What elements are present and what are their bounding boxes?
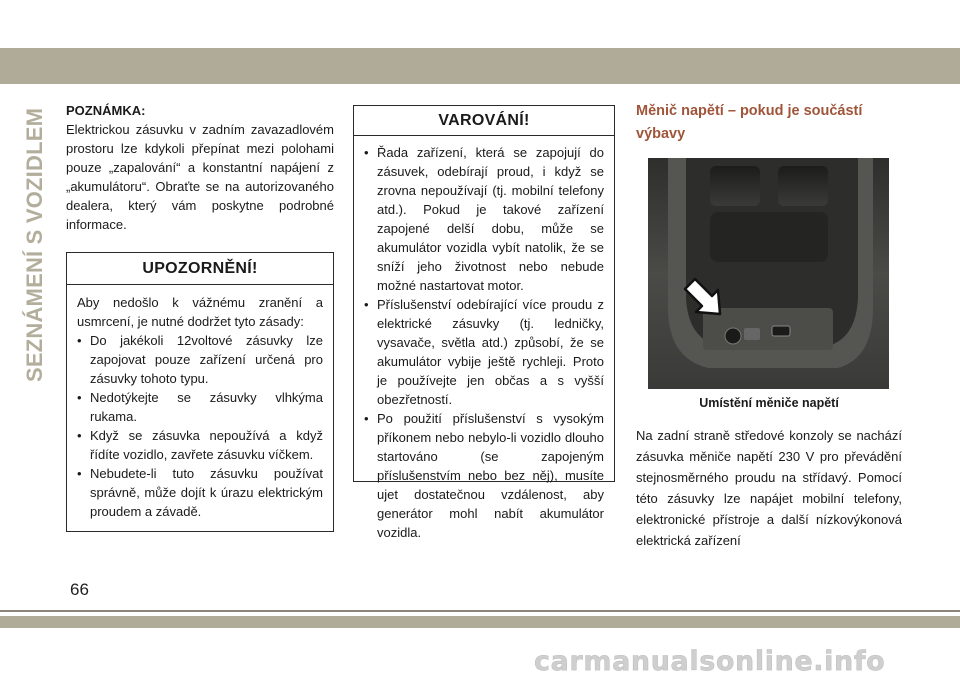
svg-text:carmanualsonline.info: carmanualsonline.info (534, 646, 886, 677)
caution-box-title: UPOZORNĚNÍ! (67, 253, 333, 285)
left-column (66, 101, 334, 532)
inverter-location-photo (648, 158, 889, 389)
caution-item: • Nebudete-li tuto zásuvku používat správně, může dojít k úrazu elektrickým proudem a závadě. (77, 464, 323, 521)
warning-box (353, 105, 615, 540)
side-section-title: SEZNÁMENÍ S VOZIDLEM (22, 107, 47, 382)
warning-item: • Řada zařízení, která se zapojují do zásuvek, odebírají proud, i když se zrovna nepoužívají (tj. mobilní telefony atd.). Pokud je takové zařízení zapojené delší dobu, může se akumulátor vozidla vybít natolik, že se sníží jeho životnost nebo nebude možné nastartovat motor. (364, 143, 604, 295)
top-decorative-band (0, 48, 960, 84)
section-heading: Měnič napětí – pokud je součástí výbavy (636, 103, 863, 142)
page-number: 66 (70, 580, 89, 599)
figure-caption: Umístění měniče napětí (699, 396, 839, 410)
caution-item: • Když se zásuvka nepoužívá a když řídíte vozidlo, zavřete zásuvku víčkem. (77, 426, 323, 464)
caution-box (66, 252, 334, 532)
inverter-body (636, 425, 902, 551)
caution-item: • Do jakékoli 12voltové zásuvky lze zapojovat pouze zařízení určená pro zásuvky tohoto typu. (77, 331, 323, 388)
caution-intro: Aby nedošlo k vážnému zranění a usmrcení, je nutné dodržet tyto zásady: (77, 295, 323, 329)
watermark-logo (534, 644, 954, 678)
warning-box-body (354, 136, 614, 548)
note-heading: POZNÁMKA: (66, 103, 146, 118)
bottom-rule (0, 610, 960, 612)
caution-list (77, 331, 323, 521)
note-text: Elektrickou zásuvku v zadním zavazadlovém prostoru lze kdykoli přepínat mezi polohami pouze „zapalování“ a konstantní napájení z „akumulátoru“. Obraťte se na autorizovaného dealera, který vám poskytne podrobné informace. (66, 122, 334, 232)
warning-item: • Po použití příslušenství s vysokým příkonem nebo nebylo-li vozidlo dlouho startováno (se zapojeným příslušenstvím nebo bez něj), musíte ujet dostatečnou vzdálenost, aby generátor mohl nabít akumulátor vozidla. (364, 409, 604, 542)
warning-box-title: VAROVÁNÍ! (354, 106, 614, 136)
caution-item: • Nedotýkejte se zásuvky vlhkýma rukama. (77, 388, 323, 426)
caution-box-body (67, 285, 333, 531)
bottom-decorative-band (0, 616, 960, 628)
warning-list (364, 143, 604, 542)
inverter-paragraph: Na zadní straně středové konzoly se nachází zásuvka měniče napětí 230 V pro převádění stejnosměrného proudu na střídavý. Pomocí této zásuvky lze napájet mobilní telefony, elektronické přístroje a další nízkovýkonová elektrická zařízení (636, 428, 902, 548)
right-column (636, 100, 902, 551)
warning-item: • Příslušenství odebírající více proudu z elektrické zásuvky (tj. ledničky, vysavače, světla atd.) způsobí, že se akumulátor vybije ještě rychleji. Proto je používejte jen občas a s vyšší obezřetností. (364, 295, 604, 409)
middle-column (353, 105, 615, 540)
